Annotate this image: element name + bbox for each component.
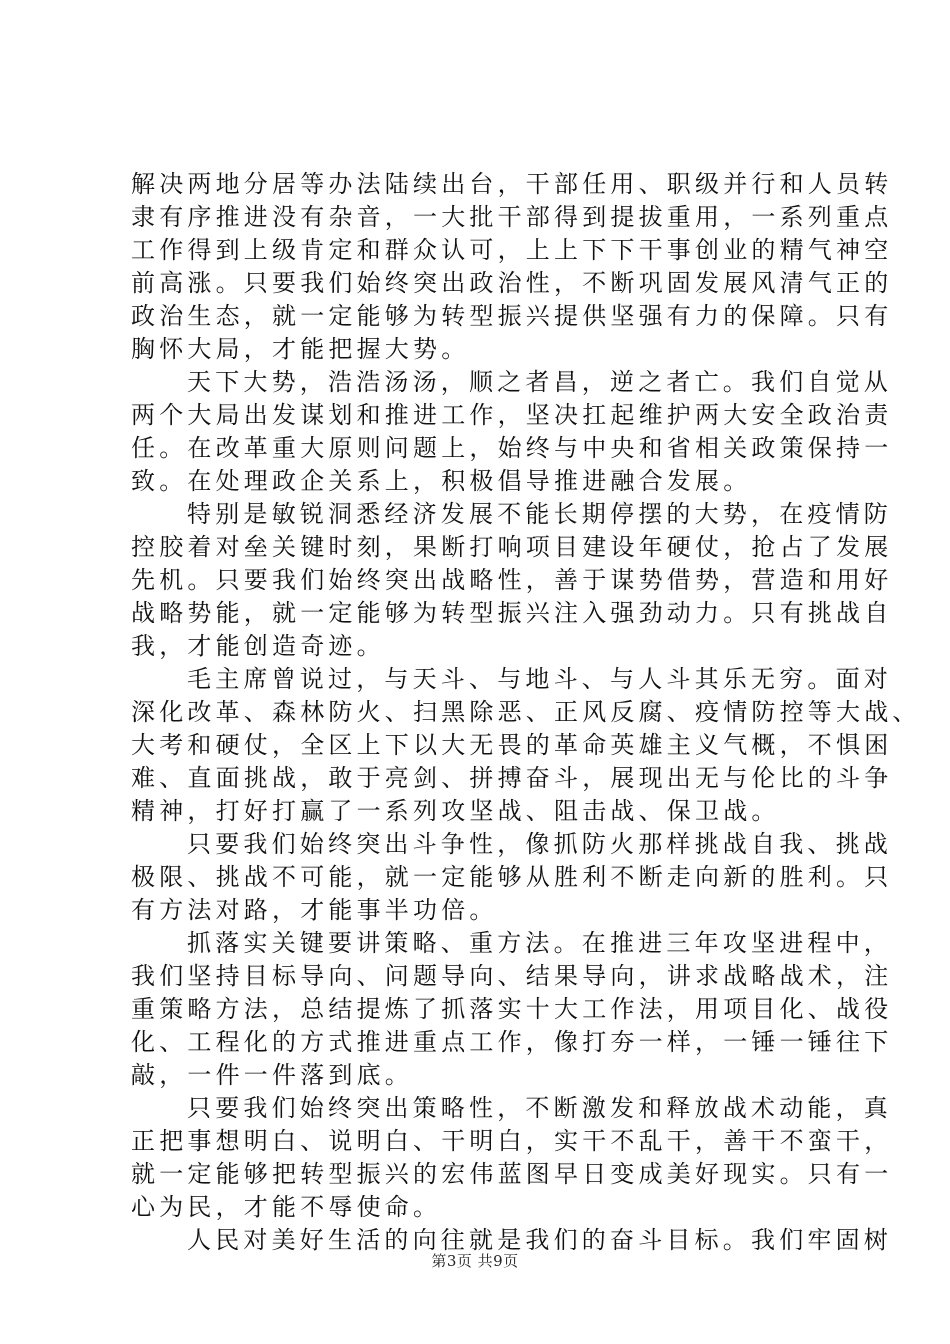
text-line: 两个大局出发谋划和推进工作，坚决扛起维护两大安全政治责: [131, 401, 893, 429]
paragraph-start-line: 抓落实关键要讲策略、重方法。在推进三年攻坚进程中，: [187, 929, 892, 957]
text-line: 前高涨。只要我们始终突出政治性，不断巩固发展风清气正的: [131, 269, 893, 297]
text-line: 先机。只要我们始终突出战略性，善于谋势借势，营造和用好: [131, 566, 893, 594]
paragraph-start-line: 毛主席曾说过，与天斗、与地斗、与人斗其乐无穷。面对: [187, 665, 892, 693]
text-line: 极限、挑战不可能，就一定能够从胜利不断走向新的胜利。只: [131, 863, 893, 891]
text-line: 政治生态，就一定能够为转型振兴提供坚强有力的保障。只有: [131, 302, 893, 330]
text-line: 大考和硬仗，全区上下以大无畏的革命英雄主义气概，不惧困: [131, 731, 893, 759]
text-line: 就一定能够把转型振兴的宏伟蓝图早日变成美好现实。只有一: [131, 1160, 893, 1188]
text-line: 工作得到上级肯定和群众认可，上上下下干事创业的精气神空: [131, 236, 893, 264]
text-line: 致。在处理政企关系上，积极倡导推进融合发展。: [131, 467, 752, 495]
paragraph-start-line: 天下大势，浩浩汤汤，顺之者昌，逆之者亡。我们自觉从: [187, 368, 892, 396]
text-line: 我，才能创造奇迹。: [131, 632, 385, 660]
text-line: 隶有序推进没有杂音，一大批干部得到提拔重用，一系列重点: [131, 203, 893, 231]
text-line: 我们坚持目标导向、问题导向、结果导向，讲求战略战术，注: [131, 962, 893, 990]
paragraph-start-line: 只要我们始终突出策略性，不断激发和释放战术动能，真: [187, 1094, 892, 1122]
text-line: 正把事想明白、说明白、干明白，实干不乱干，善干不蛮干，: [131, 1127, 893, 1155]
paragraph-start-line: 特别是敏锐洞悉经济发展不能长期停摆的大势，在疫情防: [187, 500, 892, 528]
page-number-footer: 第3页 共9页: [431, 1252, 519, 1270]
text-line: 敲，一件一件落到底。: [131, 1061, 413, 1089]
text-line: 心为民，才能不辱使命。: [131, 1193, 442, 1221]
document-body: [131, 168, 921, 1257]
text-line: 重策略方法，总结提炼了抓落实十大工作法，用项目化、战役: [131, 995, 893, 1023]
text-line: 战略势能，就一定能够为转型振兴注入强劲动力。只有挑战自: [131, 599, 893, 627]
text-line: 任。在改革重大原则问题上，始终与中央和省相关政策保持一: [131, 434, 893, 462]
text-line: 有方法对路，才能事半功倍。: [131, 896, 498, 924]
text-line: 深化改革、森林防火、扫黑除恶、正风反腐、疫情防控等大战、: [131, 698, 921, 726]
text-line: 控胶着对垒关键时刻，果断打响项目建设年硬仗，抢占了发展: [131, 533, 893, 561]
text-line: 化、工程化的方式推进重点工作，像打夯一样，一锤一锤往下: [131, 1028, 893, 1056]
text-line: 精神，打好打赢了一系列攻坚战、阻击战、保卫战。: [131, 797, 780, 825]
paragraph-start-line: 只要我们始终突出斗争性，像抓防火那样挑战自我、挑战: [187, 830, 892, 858]
text-line: 胸怀大局，才能把握大势。: [131, 335, 470, 363]
text-line: 解决两地分居等办法陆续出台，干部任用、职级并行和人员转: [131, 170, 893, 198]
text-line: 难、直面挑战，敢于亮剑、拼搏奋斗，展现出无与伦比的斗争: [131, 764, 893, 792]
paragraph-start-line: 人民对美好生活的向往就是我们的奋斗目标。我们牢固树: [187, 1226, 892, 1254]
